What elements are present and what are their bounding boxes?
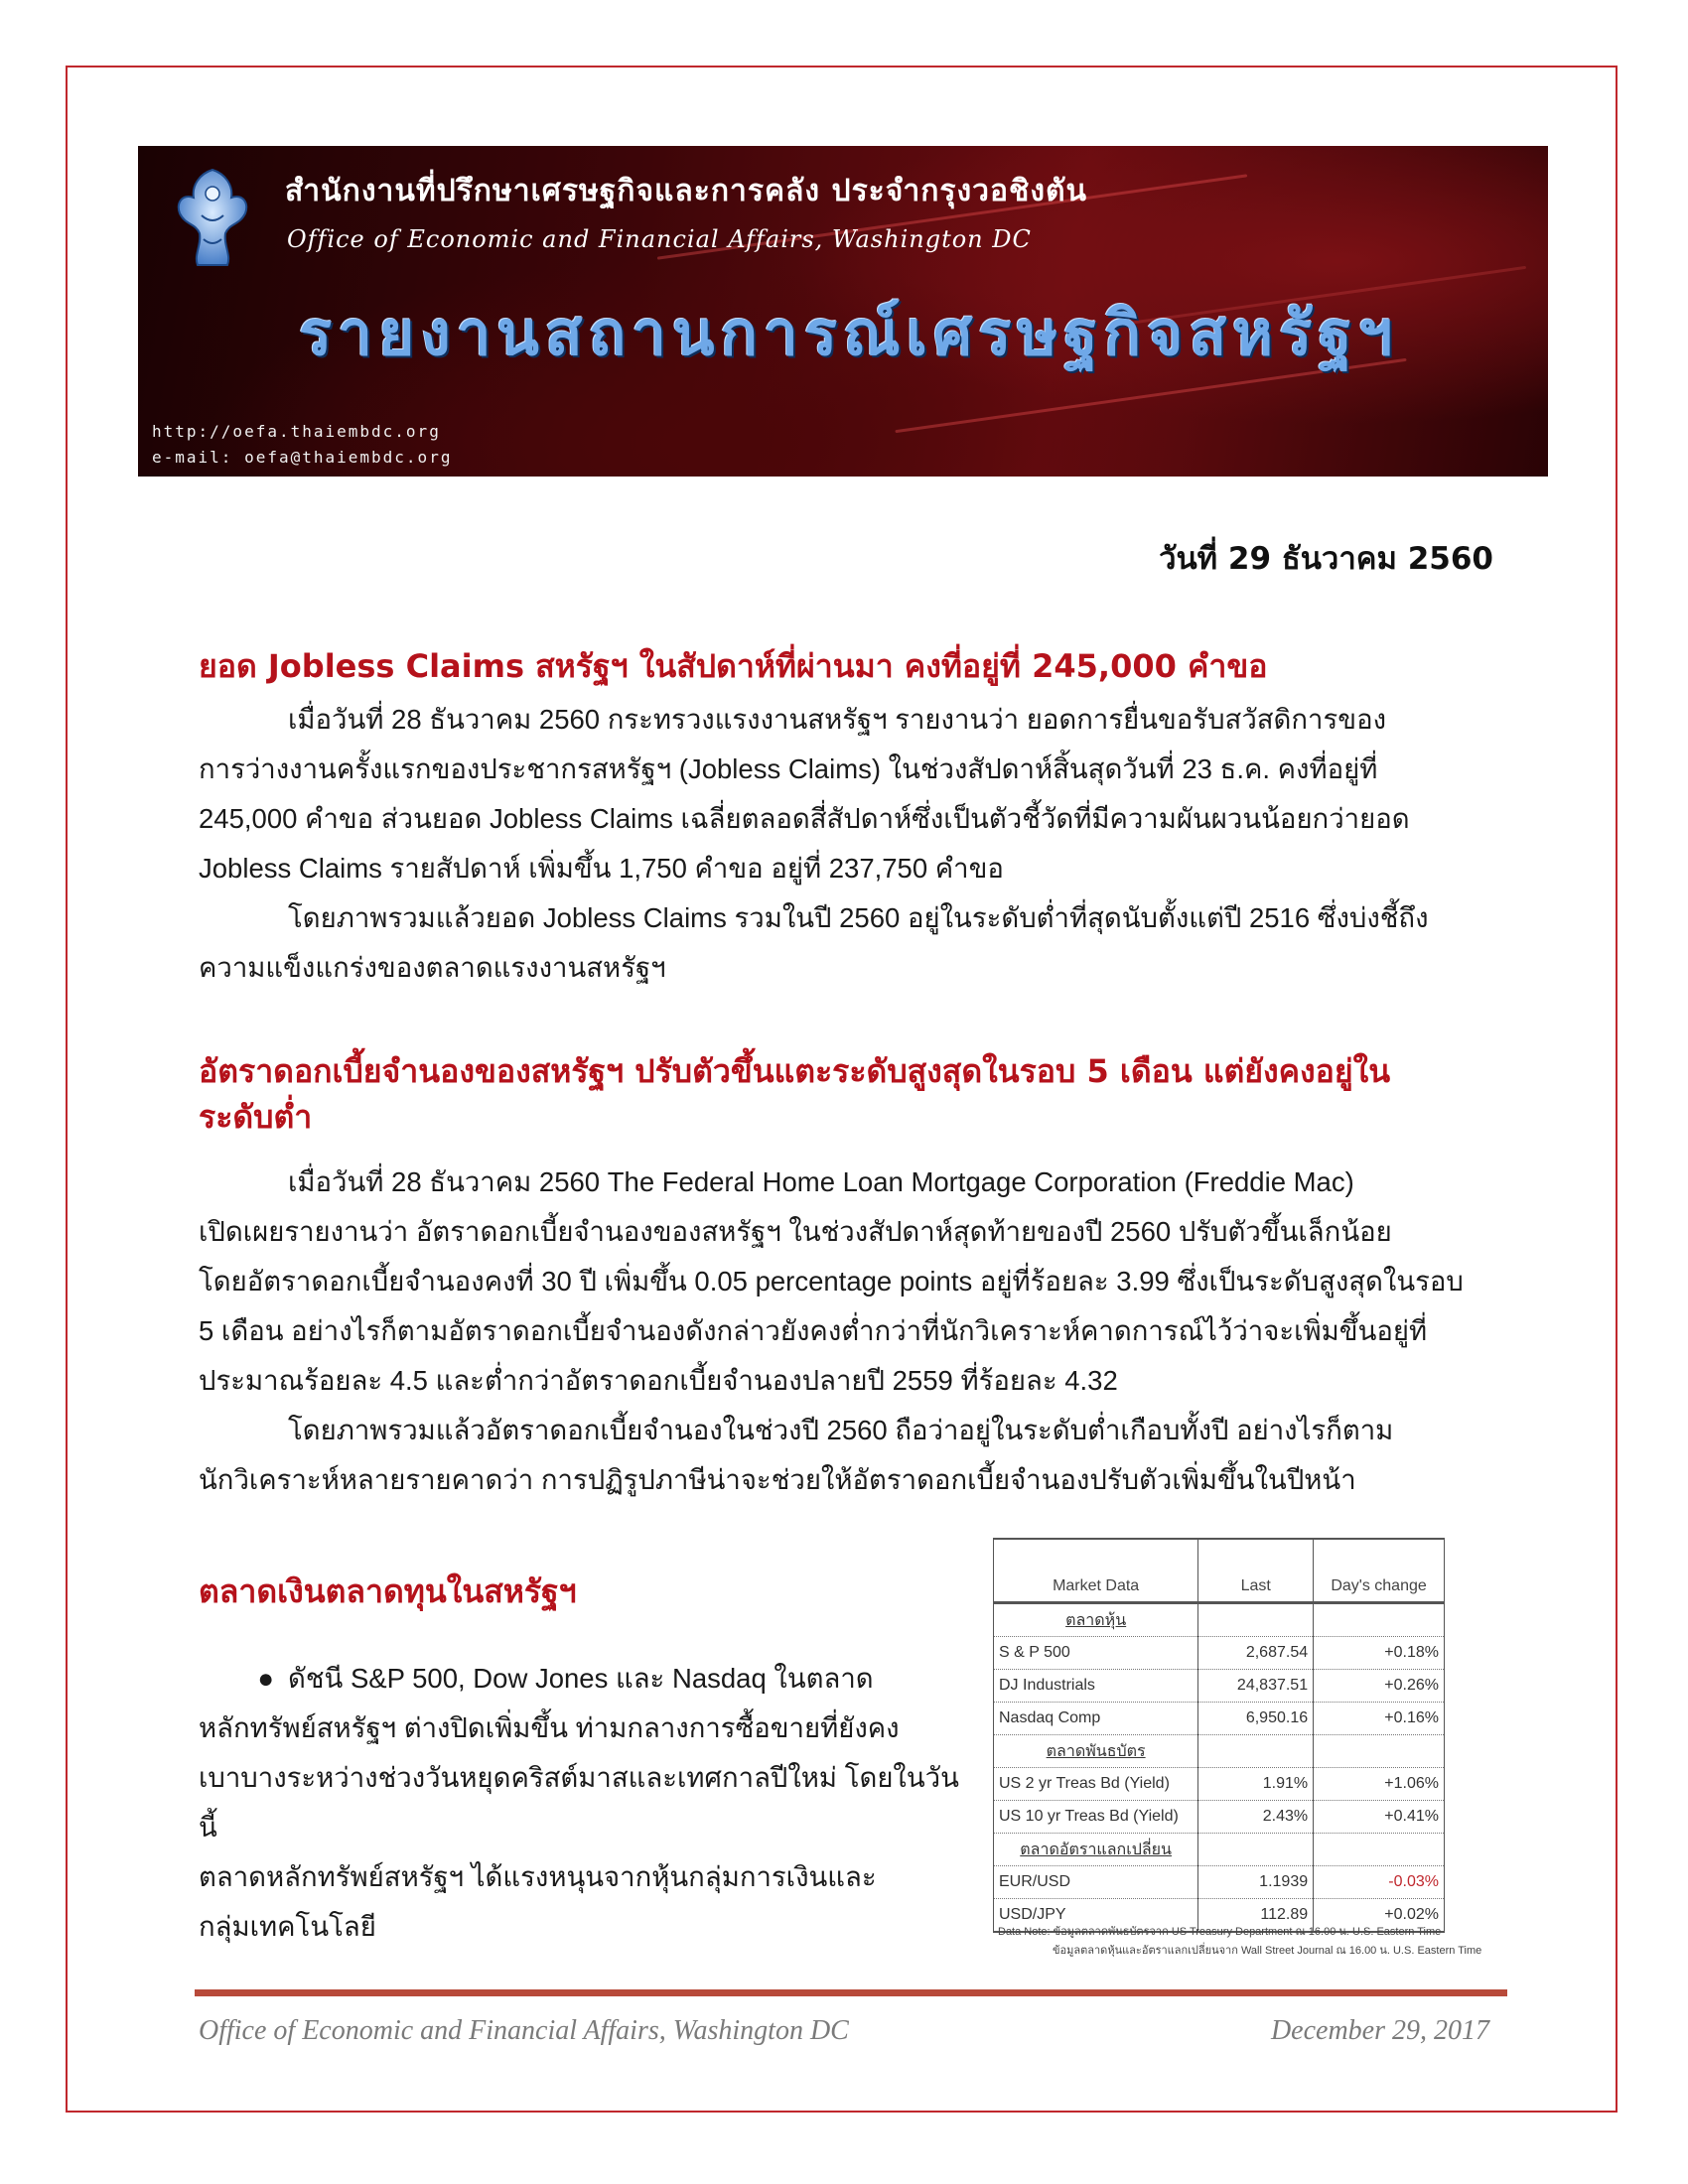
- text-line: 245,000 คำขอ ส่วนยอด Jobless Claims เฉลี่ยตลอดสี่สัปดาห์ซึ่งเป็นตัวชี้วัดที่มีความผันผวนน้อยกว่ายอด: [199, 803, 1410, 834]
- market-data-table: [993, 1538, 1445, 1933]
- bullet-icon: ●: [257, 1663, 274, 1694]
- text-line: เปิดเผยรายงานว่า อัตราดอกเบี้ยจำนองของสหรัฐฯ ในช่วงสัปดาห์สุดท้ายของปี 2560 ปรับตัวขึ้นเล็กน้อย: [199, 1216, 1392, 1247]
- section-jobless-claims-paragraph-1: [199, 695, 1489, 893]
- table-row: [994, 1703, 1445, 1735]
- text-line: ประมาณร้อยละ 4.5 และต่ำกว่าอัตราดอกเบี้ยจำนองปลายปี 2559 ที่ร้อยละ 4.32: [199, 1365, 1118, 1396]
- row-change: -0.03%: [1314, 1866, 1445, 1899]
- section-mortgage-rates-paragraph-1: [199, 1158, 1489, 1406]
- category-row-stocks: [994, 1603, 1445, 1637]
- row-name: EUR/USD: [994, 1866, 1198, 1899]
- report-date: วันที่ 29 ธันวาคม 2560: [1159, 541, 1493, 577]
- table-row: [994, 1866, 1445, 1899]
- table-row: [994, 1768, 1445, 1801]
- row-name: S & P 500: [994, 1637, 1198, 1670]
- row-change: +0.41%: [1314, 1801, 1445, 1834]
- row-last: 1.91%: [1198, 1768, 1314, 1801]
- text-line: นักวิเคราะห์หลายรายคาดว่า การปฏิรูปภาษีน่าจะช่วยให้อัตราดอกเบี้ยจำนองปรับตัวเพิ่มขึ้นในปีหน้า: [199, 1464, 1356, 1495]
- text-line: โดยอัตราดอกเบี้ยจำนองคงที่ 30 ปี เพิ่มขึ้น 0.05 percentage points อยู่ที่ร้อยละ 3.99 ซึ่งเป็นระดับสูงสุดในรอบ: [199, 1266, 1464, 1297]
- category-label: ตลาดหุ้น: [994, 1603, 1198, 1637]
- footer-date: December 29, 2017: [1270, 2015, 1489, 2046]
- row-name: US 10 yr Treas Bd (Yield): [994, 1801, 1198, 1834]
- header-banner: [138, 146, 1548, 477]
- row-change: +0.02%: [1314, 1899, 1445, 1933]
- text-line: โดยภาพรวมแล้วอัตราดอกเบี้ยจำนองในช่วงปี 2560 ถือว่าอยู่ในระดับต่ำเกือบทั้งปี อย่างไรก็ตาม: [288, 1415, 1394, 1445]
- data-note-line-1: Data Note: ข้อมูลตลาดพันธบัตรจาก US Treasury Department ณ 16.00 น. U.S. Eastern Time: [998, 1926, 1442, 1938]
- row-name: Nasdaq Comp: [994, 1703, 1198, 1735]
- header-last: Last: [1198, 1539, 1314, 1603]
- footer-divider: [195, 1989, 1507, 1996]
- heading-line: อัตราดอกเบี้ยจำนองของสหรัฐฯ ปรับตัวขึ้นแตะระดับสูงสุดในรอบ 5 เดือน แต่ยังคงอยู่ใน: [199, 1052, 1391, 1090]
- row-name: DJ Industrials: [994, 1670, 1198, 1703]
- text-line: กลุ่มเทคโนโลยี: [199, 1911, 376, 1942]
- row-name: USD/JPY: [994, 1899, 1198, 1933]
- org-name-thai: สำนักงานที่ปรึกษาเศรษฐกิจและการคลัง ประจำกรุงวอชิงตัน: [285, 174, 1088, 208]
- section-heading-jobless-claims: ยอด Jobless Claims สหรัฐฯ ในสัปดาห์ที่ผ่านมา คงที่อยู่ที่ 245,000 คำขอ: [199, 647, 1268, 685]
- header-days-change: Day's change: [1314, 1539, 1445, 1603]
- section-heading-mortgage-rates: [199, 1048, 1390, 1140]
- garuda-emblem-icon: [172, 164, 253, 271]
- text-line: หลักทรัพย์สหรัฐฯ ต่างปิดเพิ่มขึ้น ท่ามกลางการซื้อขายที่ยังคง: [199, 1712, 900, 1743]
- row-name: US 2 yr Treas Bd (Yield): [994, 1768, 1198, 1801]
- table-header-row: [994, 1539, 1445, 1603]
- row-last: 2,687.54: [1198, 1637, 1314, 1670]
- row-last: 24,837.51: [1198, 1670, 1314, 1703]
- row-last: 2.43%: [1198, 1801, 1314, 1834]
- org-name-english: Office of Economic and Financial Affairs, Washington DC: [287, 225, 1032, 253]
- table-row: [994, 1637, 1445, 1670]
- category-label: ตลาดอัตราแลกเปลี่ยน: [994, 1834, 1198, 1866]
- table-row: [994, 1670, 1445, 1703]
- row-last: 6,950.16: [1198, 1703, 1314, 1735]
- report-title: รายงานสถานการณ์เศรษฐกิจสหรัฐฯ: [299, 297, 1399, 369]
- data-note-line-2: ข้อมูลตลาดหุ้นและอัตราแลกเปลี่ยนจาก Wall Street Journal ณ 16.00 น. U.S. Eastern Time: [1053, 1945, 1482, 1957]
- text-line: Jobless Claims รายสัปดาห์ เพิ่มขึ้น 1,750 คำขอ อยู่ที่ 237,750 คำขอ: [199, 853, 1004, 884]
- text-line: เมื่อวันที่ 28 ธันวาคม 2560 กระทรวงแรงงานสหรัฐฯ รายงานว่า ยอดการยื่นขอรับสวัสดิการของ: [288, 704, 1387, 735]
- header-market-data: Market Data: [994, 1539, 1198, 1603]
- text-line: เบาบางระหว่างช่วงวันหยุดคริสต์มาสและเทศกาลปีใหม่ โดยในวันนี้: [199, 1762, 959, 1843]
- contact-email[interactable]: e-mail: oefa@thaiembdc.org: [152, 448, 453, 467]
- row-last: 1.1939: [1198, 1866, 1314, 1899]
- text-line: 5 เดือน อย่างไรก็ตามอัตราดอกเบี้ยจำนองดังกล่าวยังคงต่ำกว่าที่นักวิเคราะห์คาดการณ์ไว้ว่าจะเพิ่มขึ้นอยู่ที่: [199, 1315, 1428, 1346]
- text-line: ความแข็งแกร่งของตลาดแรงงานสหรัฐฯ: [199, 952, 666, 983]
- table-row: [994, 1801, 1445, 1834]
- row-change: +0.26%: [1314, 1670, 1445, 1703]
- category-row-fx: [994, 1834, 1445, 1866]
- section-mortgage-rates-paragraph-2: [199, 1406, 1489, 1505]
- footer-organization: Office of Economic and Financial Affairs, Washington DC: [199, 2015, 849, 2046]
- text-line: การว่างงานครั้งแรกของประชากรสหรัฐฯ (Jobless Claims) ในช่วงสัปดาห์สิ้นสุดวันที่ 23 ธ.ค. คงที่อยู่ที่: [199, 753, 1378, 784]
- heading-line: ระดับต่ำ: [199, 1098, 313, 1136]
- text-line: เมื่อวันที่ 28 ธันวาคม 2560 The Federal Home Loan Mortgage Corporation (Freddie Mac): [288, 1166, 1354, 1197]
- section-heading-money-markets: ตลาดเงินตลาดทุนในสหรัฐฯ: [199, 1572, 577, 1610]
- row-change: +1.06%: [1314, 1768, 1445, 1801]
- row-last: 112.89: [1198, 1899, 1314, 1933]
- category-row-bonds: [994, 1735, 1445, 1768]
- row-change: +0.16%: [1314, 1703, 1445, 1735]
- category-label: ตลาดพันธบัตร: [994, 1735, 1198, 1768]
- text-line: ตลาดหลักทรัพย์สหรัฐฯ ได้แรงหนุนจากหุ้นกลุ่มการเงินและ: [199, 1861, 877, 1892]
- website-url[interactable]: http://oefa.thaiembdc.org: [152, 422, 441, 441]
- row-change: +0.18%: [1314, 1637, 1445, 1670]
- text-line: โดยภาพรวมแล้วยอด Jobless Claims รวมในปี 2560 อยู่ในระดับต่ำที่สุดนับตั้งแต่ปี 2516 ซึ่งบ่งชี้ถึง: [288, 902, 1429, 933]
- text-line: ดัชนี S&P 500, Dow Jones และ Nasdaq ในตลาด: [288, 1663, 874, 1694]
- market-summary-bullet: [199, 1654, 973, 1952]
- section-jobless-claims-paragraph-2: [199, 893, 1489, 993]
